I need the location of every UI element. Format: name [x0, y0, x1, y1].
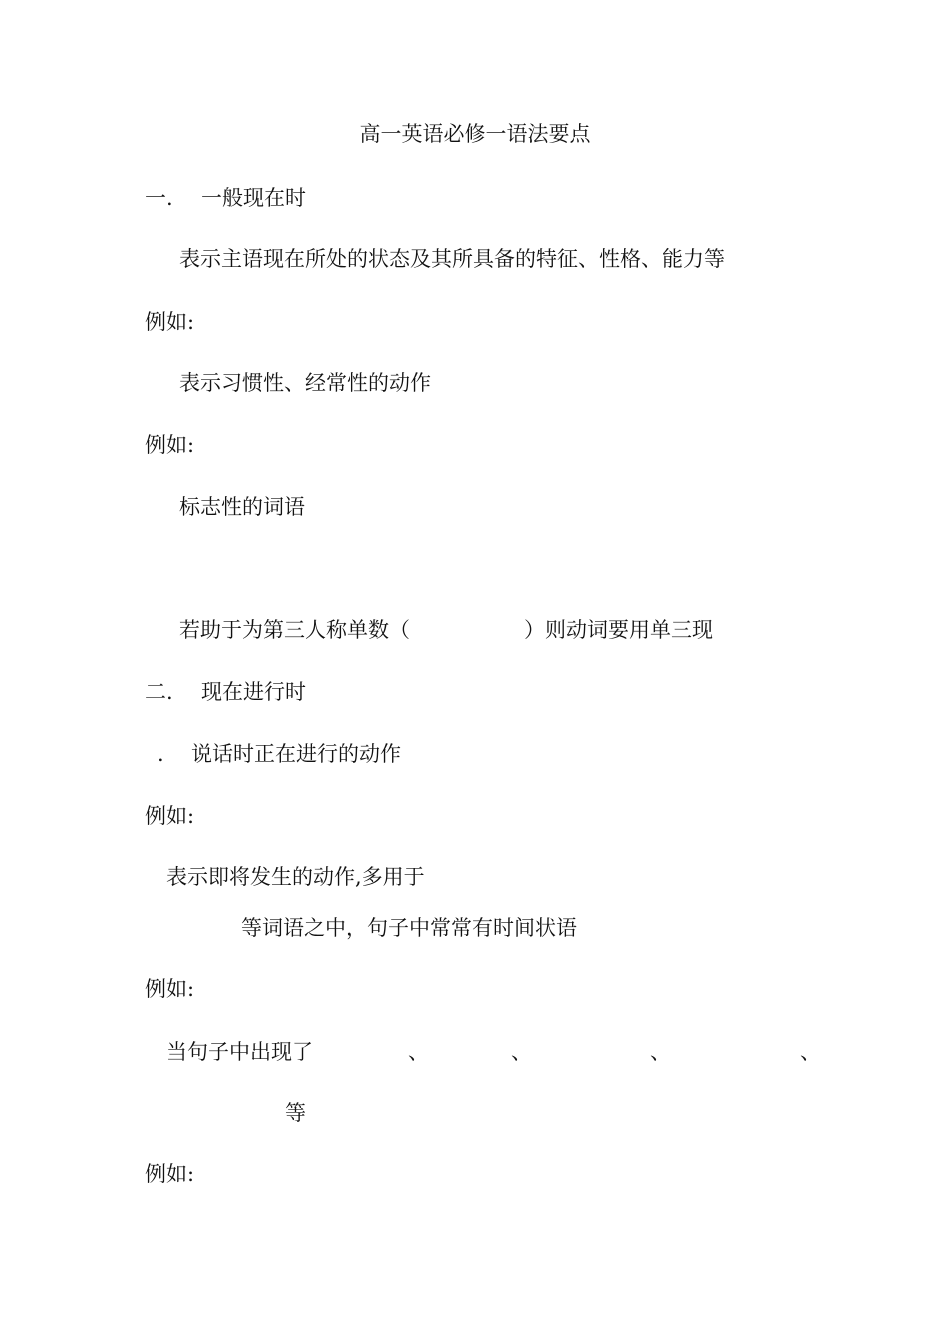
- section2-number: 二.: [145, 680, 173, 704]
- section1-example2-label: 例如:: [145, 433, 195, 457]
- separator-2: 、: [511, 1040, 532, 1064]
- section2-point3-end: 等: [285, 1101, 306, 1125]
- section1-point2: 表示习惯性、经常性的动作: [179, 371, 431, 395]
- section2-example1-label: 例如:: [145, 804, 195, 828]
- document-title: 高一英语必修一语法要点: [359, 122, 591, 146]
- section2-point2-continued: 等词语之中，句子中常常有时间状语: [241, 916, 577, 940]
- section2-example3-label: 例如:: [145, 1162, 195, 1186]
- section1-point4-end: ）则动词要用单三现: [524, 618, 713, 642]
- section1-example1-label: 例如:: [145, 310, 195, 334]
- section1-point4-start: 若助于为第三人称单数（: [179, 618, 410, 642]
- separator-1: 、: [408, 1040, 429, 1064]
- section1-point1: 表示主语现在所处的状态及其所具备的特征、性格、能力等: [179, 247, 725, 271]
- separator-4: 、: [800, 1040, 821, 1064]
- section2-point3: 当句子中出现了: [166, 1040, 313, 1064]
- section2-point2: 表示即将发生的动作,多用于: [166, 865, 425, 889]
- section1-point3: 标志性的词语: [179, 495, 305, 519]
- separator-3: 、: [650, 1040, 671, 1064]
- section2-heading: 现在进行时: [201, 680, 306, 704]
- section2-example2-label: 例如:: [145, 977, 195, 1001]
- section2-point1-marker: .: [157, 742, 164, 766]
- section1-heading: 一般现在时: [201, 186, 306, 210]
- section1-number: 一.: [145, 186, 173, 210]
- section2-point1: 说话时正在进行的动作: [191, 742, 401, 766]
